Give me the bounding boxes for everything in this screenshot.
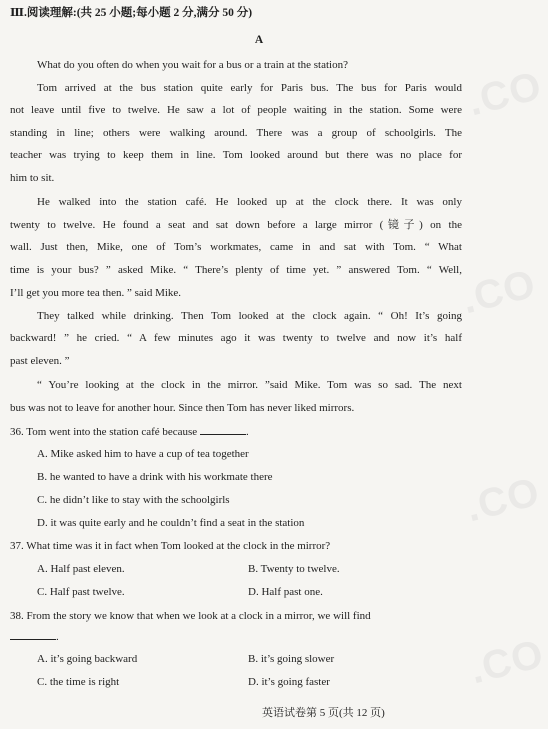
question-36-stem: 36. Tom went into the station café because . <box>10 426 249 438</box>
passage-line: teacher was trying to keep them in line. Tom looked around but there was no place for <box>10 149 462 161</box>
passage-line: not leave until five to twelve. He saw a lot of people waiting in the station. Some were <box>10 104 462 116</box>
answer-blank <box>200 424 246 435</box>
passage-line: standing in line; others were walking around. There was a group of schoolgirls. The <box>10 127 462 139</box>
answer-blank <box>10 629 56 640</box>
option-38-d: D. it’s going faster <box>248 676 330 688</box>
passage-line: Tom arrived at the bus station quite early for Paris bus. The bus for Paris would <box>37 82 462 94</box>
passage-line: bus was not to leave for another hour. Since then Tom has never liked mirrors. <box>10 402 355 414</box>
section-header: Ⅲ.阅读理解:(共 25 小题;每小题 2 分,满分 50 分) <box>10 7 253 19</box>
passage-line: past eleven. ” <box>10 355 70 367</box>
passage-line: twenty to twelve. He found a seat and sat down before a large mirror (镜子) on the <box>10 219 462 231</box>
option-36-a: A. Mike asked him to have a cup of tea together <box>37 448 249 460</box>
page-footer: 英语试卷第 5 页(共 12 页) <box>262 707 385 719</box>
passage-title: A <box>254 34 264 46</box>
option-36-c: C. he didn’t like to stay with the schoolgirls <box>37 494 230 506</box>
passage-line: “ You’re looking at the clock in the mirror. ”said Mike. Tom was so sad. The next <box>37 379 462 391</box>
passage-line: backward! ” he cried. “ A few minutes ago it was twenty to twelve and now it’s half <box>10 332 462 344</box>
watermark: .CO <box>457 261 541 323</box>
option-37-b: B. Twenty to twelve. <box>248 563 340 575</box>
passage-line: wall. Just then, Mike, one of Tom’s workmates, came in and sat with Tom. “ What <box>10 241 462 253</box>
watermark: .CO <box>465 631 548 693</box>
option-36-b: B. he wanted to have a drink with his workmate there <box>37 471 273 483</box>
option-37-c: C. Half past twelve. <box>37 586 125 598</box>
question-38-blank-line: . <box>10 629 59 644</box>
passage-line: What do you often do when you wait for a bus or a train at the station? <box>37 59 348 71</box>
option-37-d: D. Half past one. <box>248 586 323 598</box>
passage-line: him to sit. <box>10 172 55 184</box>
option-37-a: A. Half past eleven. <box>37 563 125 575</box>
passage-line: I’ll get you more tea then. ” said Mike. <box>10 287 182 299</box>
option-38-b: B. it’s going slower <box>248 653 335 665</box>
passage-line: He walked into the station café. He looked up at the clock there. It was only <box>37 196 462 208</box>
option-38-c: C. the time is right <box>37 676 120 688</box>
option-36-d: D. it was quite early and he couldn’t find a seat in the station <box>37 517 305 529</box>
watermark: .CO <box>461 469 545 531</box>
passage-line: time is your bus? ” asked Mike. “ There’s plenty of time yet. ” answered Tom. “ Well, <box>10 264 462 276</box>
question-37-stem: 37. What time was it in fact when Tom looked at the clock in the mirror? <box>10 540 331 552</box>
passage-line: They talked while drinking. Then Tom looked at the clock again. “ Oh! It’s going <box>37 310 462 322</box>
question-38-stem: 38. From the story we know that when we look at a clock in a mirror, we will find <box>10 610 371 622</box>
watermark: .CO <box>463 63 547 125</box>
option-38-a: A. it’s going backward <box>37 653 138 665</box>
